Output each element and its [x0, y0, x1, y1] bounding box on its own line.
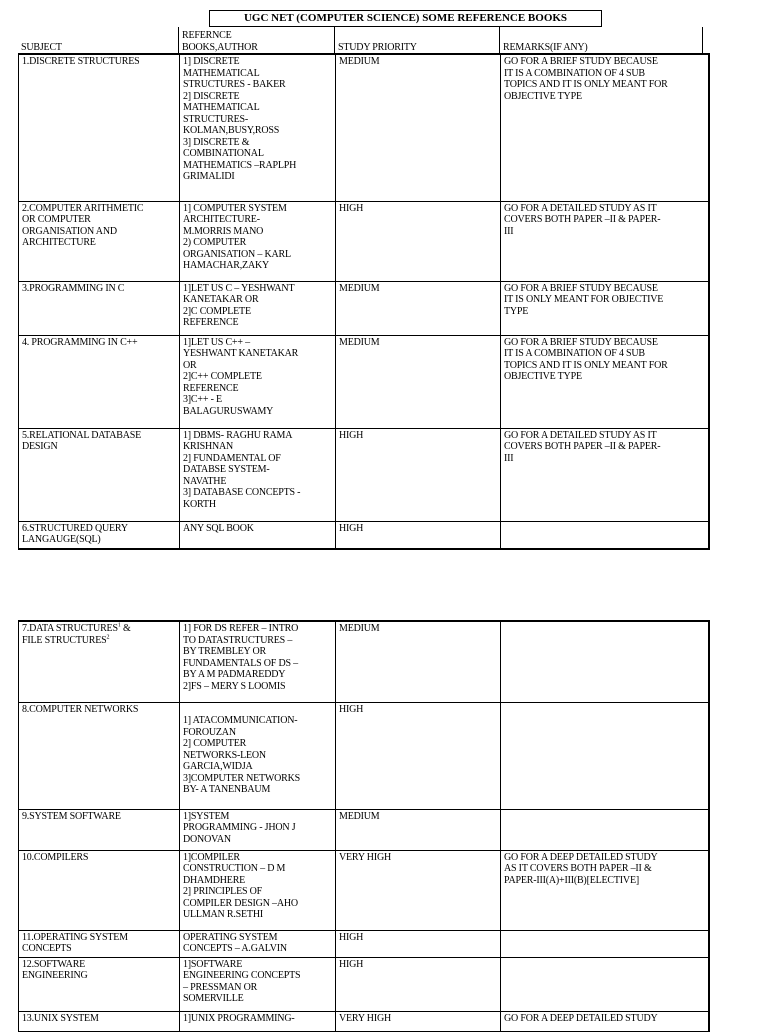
remarks-cell: GO FOR A DEEP DETAILED STUDY AS IT COVERS BOTH PAPER –II & PAPER-III(A)+III(B)[ELECTIVE]: [501, 850, 710, 930]
subject-cell: 12.SOFTWARE ENGINEERING: [19, 957, 180, 1011]
subject-cell: 9.SYSTEM SOFTWARE: [19, 809, 180, 850]
table-row: [19, 850, 710, 930]
priority-cell: VERY HIGH: [336, 1011, 501, 1031]
books-cell: 1]LET US C – YESHWANT KANETAKAR OR 2]C COMPLETE REFERENCE: [180, 281, 336, 335]
remarks-cell: GO FOR A BRIEF STUDY BECAUSE IT IS A COMBINATION OF 4 SUB TOPICS AND IT IS ONLY MEANT FOR OBJECTIVE TYPE: [501, 54, 710, 201]
subject-cell: 4. PROGRAMMING IN C++: [19, 335, 180, 428]
books-cell: 1]SOFTWARE ENGINEERING CONCEPTS – PRESSMAN OR SOMERVILLE: [180, 957, 336, 1011]
books-cell: 1]UNIX PROGRAMMING-: [180, 1011, 336, 1031]
table-row: [19, 201, 710, 281]
table-row: [19, 54, 710, 201]
footnote-marker: 1: [117, 622, 121, 629]
priority-cell: MEDIUM: [336, 335, 501, 428]
reference-table-page-2: [18, 620, 710, 1032]
remarks-cell: GO FOR A BRIEF STUDY BECAUSE IT IS A COMBINATION OF 4 SUB TOPICS AND IT IS ONLY MEANT FOR OBJECTIVE TYPE: [501, 335, 710, 428]
subject-cell: 13.UNIX SYSTEM: [19, 1011, 180, 1031]
priority-cell: MEDIUM: [336, 54, 501, 201]
table-row: [19, 957, 710, 1011]
books-cell: 1]COMPILER CONSTRUCTION – D M DHAMDHERE 2] PRINCIPLES OF COMPILER DESIGN –AHO ULLMAN R.SETHI: [180, 850, 336, 930]
header-books: REFERNCE BOOKS,AUTHOR: [179, 27, 335, 54]
priority-cell: HIGH: [336, 930, 501, 957]
books-cell: 1]SYSTEM PROGRAMMING - JHON J DONOVAN: [180, 809, 336, 850]
column-header-row: [18, 27, 703, 54]
remarks-cell: [501, 702, 710, 809]
subject-cell: 8.COMPUTER NETWORKS: [19, 702, 180, 809]
remarks-cell: [501, 621, 710, 702]
table-row: [19, 1011, 710, 1031]
remarks-cell: GO FOR A DETAILED STUDY AS IT COVERS BOTH PAPER –II & PAPER- III: [501, 201, 710, 281]
subject-cell: 5.RELATIONAL DATABASE DESIGN: [19, 428, 180, 521]
table-row: [19, 702, 710, 809]
remarks-cell: [501, 521, 710, 549]
table-row: [19, 521, 710, 549]
table-row: [19, 930, 710, 957]
subject-text: 7.DATA STRUCTURES: [22, 623, 118, 634]
header-subject: SUBJECT: [18, 27, 179, 54]
books-cell: 1] DISCRETE MATHEMATICAL STRUCTURES - BAKER 2] DISCRETE MATHEMATICAL STRUCTURES- KOLMAN,BUSY,ROSS 3] DISCRETE & COMBINATIONAL MATHEMATICS –RAPLPH GRIMALIDI: [180, 54, 336, 201]
books-cell: 1] ATACOMMUNICATION- FOROUZAN 2] COMPUTER NETWORKS-LEON GARCIA,WIDJA 3]COMPUTER NETWORKS BY- A TANENBAUM: [180, 702, 336, 809]
priority-cell: HIGH: [336, 521, 501, 549]
books-cell: ANY SQL BOOK: [180, 521, 336, 549]
table-row: [19, 335, 710, 428]
priority-cell: MEDIUM: [336, 621, 501, 702]
priority-cell: VERY HIGH: [336, 850, 501, 930]
table-row: [19, 621, 710, 702]
remarks-cell: [501, 957, 710, 1011]
subject-cell: 6.STRUCTURED QUERY LANGAUGE(SQL): [19, 521, 180, 549]
priority-cell: MEDIUM: [336, 809, 501, 850]
subject-cell: 10.COMPILERS: [19, 850, 180, 930]
subject-cell: 3.PROGRAMMING IN C: [19, 281, 180, 335]
table-row: [19, 428, 710, 521]
priority-cell: HIGH: [336, 957, 501, 1011]
priority-cell: MEDIUM: [336, 281, 501, 335]
remarks-cell: GO FOR A BRIEF STUDY BECAUSE IT IS ONLY MEANT FOR OBJECTIVE TYPE: [501, 281, 710, 335]
priority-cell: HIGH: [336, 201, 501, 281]
remarks-cell: [501, 809, 710, 850]
books-cell: 1] FOR DS REFER – INTRO TO DATASTRUCTURES – BY TREMBLEY OR FUNDAMENTALS OF DS – BY A M PADMAREDDY 2]FS – MERY S LOOMIS: [180, 621, 336, 702]
remarks-cell: GO FOR A DEEP DETAILED STUDY: [501, 1011, 710, 1031]
books-cell: 1]LET US C++ – YESHWANT KANETAKAR OR 2]C++ COMPLETE REFERENCE 3]C++ - E BALAGURUSWAMY: [180, 335, 336, 428]
subject-cell: 2.COMPUTER ARITHMETIC OR COMPUTER ORGANISATION AND ARCHITECTURE: [19, 201, 180, 281]
priority-cell: HIGH: [336, 702, 501, 809]
footnote-marker: 2: [106, 634, 110, 641]
books-cell: 1] COMPUTER SYSTEM ARCHITECTURE- M.MORRIS MANO 2) COMPUTER ORGANISATION – KARL HAMACHAR,ZAKY: [180, 201, 336, 281]
header-priority: STUDY PRIORITY: [335, 27, 500, 54]
table-row: [19, 809, 710, 850]
books-cell: OPERATING SYSTEM CONCEPTS – A.GALVIN: [180, 930, 336, 957]
document-title: UGC NET (COMPUTER SCIENCE) SOME REFERENCE BOOKS: [209, 10, 602, 27]
books-cell: 1] DBMS- RAGHU RAMA KRISHNAN 2] FUNDAMENTAL OF DATABSE SYSTEM- NAVATHE 3] DATABASE CONCEPTS - KORTH: [180, 428, 336, 521]
subject-cell: [19, 621, 180, 702]
remarks-cell: [501, 930, 710, 957]
remarks-cell: GO FOR A DETAILED STUDY AS IT COVERS BOTH PAPER –II & PAPER- III: [501, 428, 710, 521]
subject-cell: 11.OPERATING SYSTEM CONCEPTS: [19, 930, 180, 957]
table-row: [19, 281, 710, 335]
reference-table-page-1: [18, 53, 710, 550]
subject-cell: 1.DISCRETE STRUCTURES: [19, 54, 180, 201]
priority-cell: HIGH: [336, 428, 501, 521]
header-remarks: REMARKS(IF ANY): [500, 27, 703, 54]
subject-text-continued: & FILE STRUCTURES: [22, 623, 131, 646]
